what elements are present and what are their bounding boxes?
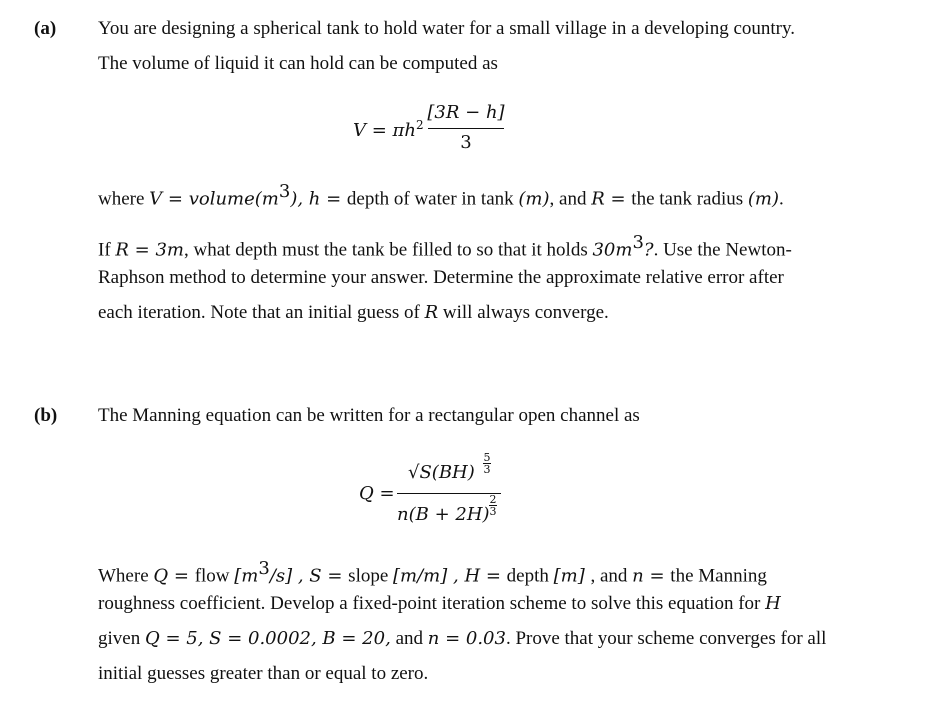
part-b-where-line-4: initial guesses greater than or equal to zero. bbox=[98, 663, 429, 684]
manning-formula-lhs: Q = bbox=[359, 483, 395, 504]
part-a-para-line-3: each iteration. Note that an initial guess of R will always converge. bbox=[98, 302, 609, 323]
volume-formula-lhs-exponent: 2 bbox=[415, 118, 424, 132]
manning-fraction-bar bbox=[397, 493, 501, 494]
part-a-para-line-2: Raphson method to determine your answer. Determine the approximate relative error after bbox=[98, 267, 784, 288]
part-a-where-line: where $V = volume(m^3)$, h = depth of water in tank (m), and R = the tank radius (m). bbox=[98, 181, 784, 210]
volume-formula-lhs: V = πh bbox=[353, 120, 416, 141]
manning-denominator-exponent: 2 3 bbox=[489, 493, 497, 518]
volume-formula-denominator: 3 bbox=[460, 132, 472, 153]
part-b-intro: The Manning equation can be written for a rectangular open channel as bbox=[98, 405, 640, 426]
volume-formula-fraction-bar bbox=[428, 128, 504, 129]
part-a-label: (a) bbox=[34, 18, 57, 39]
part-b-where-line-3: given Q = 5, S = 0.0002, B = 20, and n = 0.03. Prove that your scheme converges for all bbox=[98, 628, 827, 649]
manning-numerator: √S(BH) bbox=[408, 462, 475, 483]
part-a-para-line-1: If R = 3m, what depth must the tank be filled to so that it holds $30m^3$?. Use the Newton- bbox=[98, 232, 792, 261]
manning-numerator-exponent: 5 3 bbox=[483, 451, 491, 476]
part-a-line-2: The volume of liquid it can hold can be computed as bbox=[98, 53, 498, 74]
part-b-where-line-2: roughness coefficient. Develop a fixed-point iteration scheme to solve this equation for H bbox=[98, 593, 781, 614]
volume-formula-numerator: [3R − h] bbox=[427, 102, 505, 123]
part-b-label: (b) bbox=[34, 405, 58, 426]
part-a-line-1: You are designing a spherical tank to hold water for a small village in a developing country. bbox=[98, 18, 796, 39]
manning-denominator: n(B + 2H) bbox=[397, 504, 490, 525]
part-b-where-line-1: Where Q = flow $[m^3/s]$ , S = slope [m/m] , H = depth [m] , and n = the Manning bbox=[98, 558, 767, 587]
